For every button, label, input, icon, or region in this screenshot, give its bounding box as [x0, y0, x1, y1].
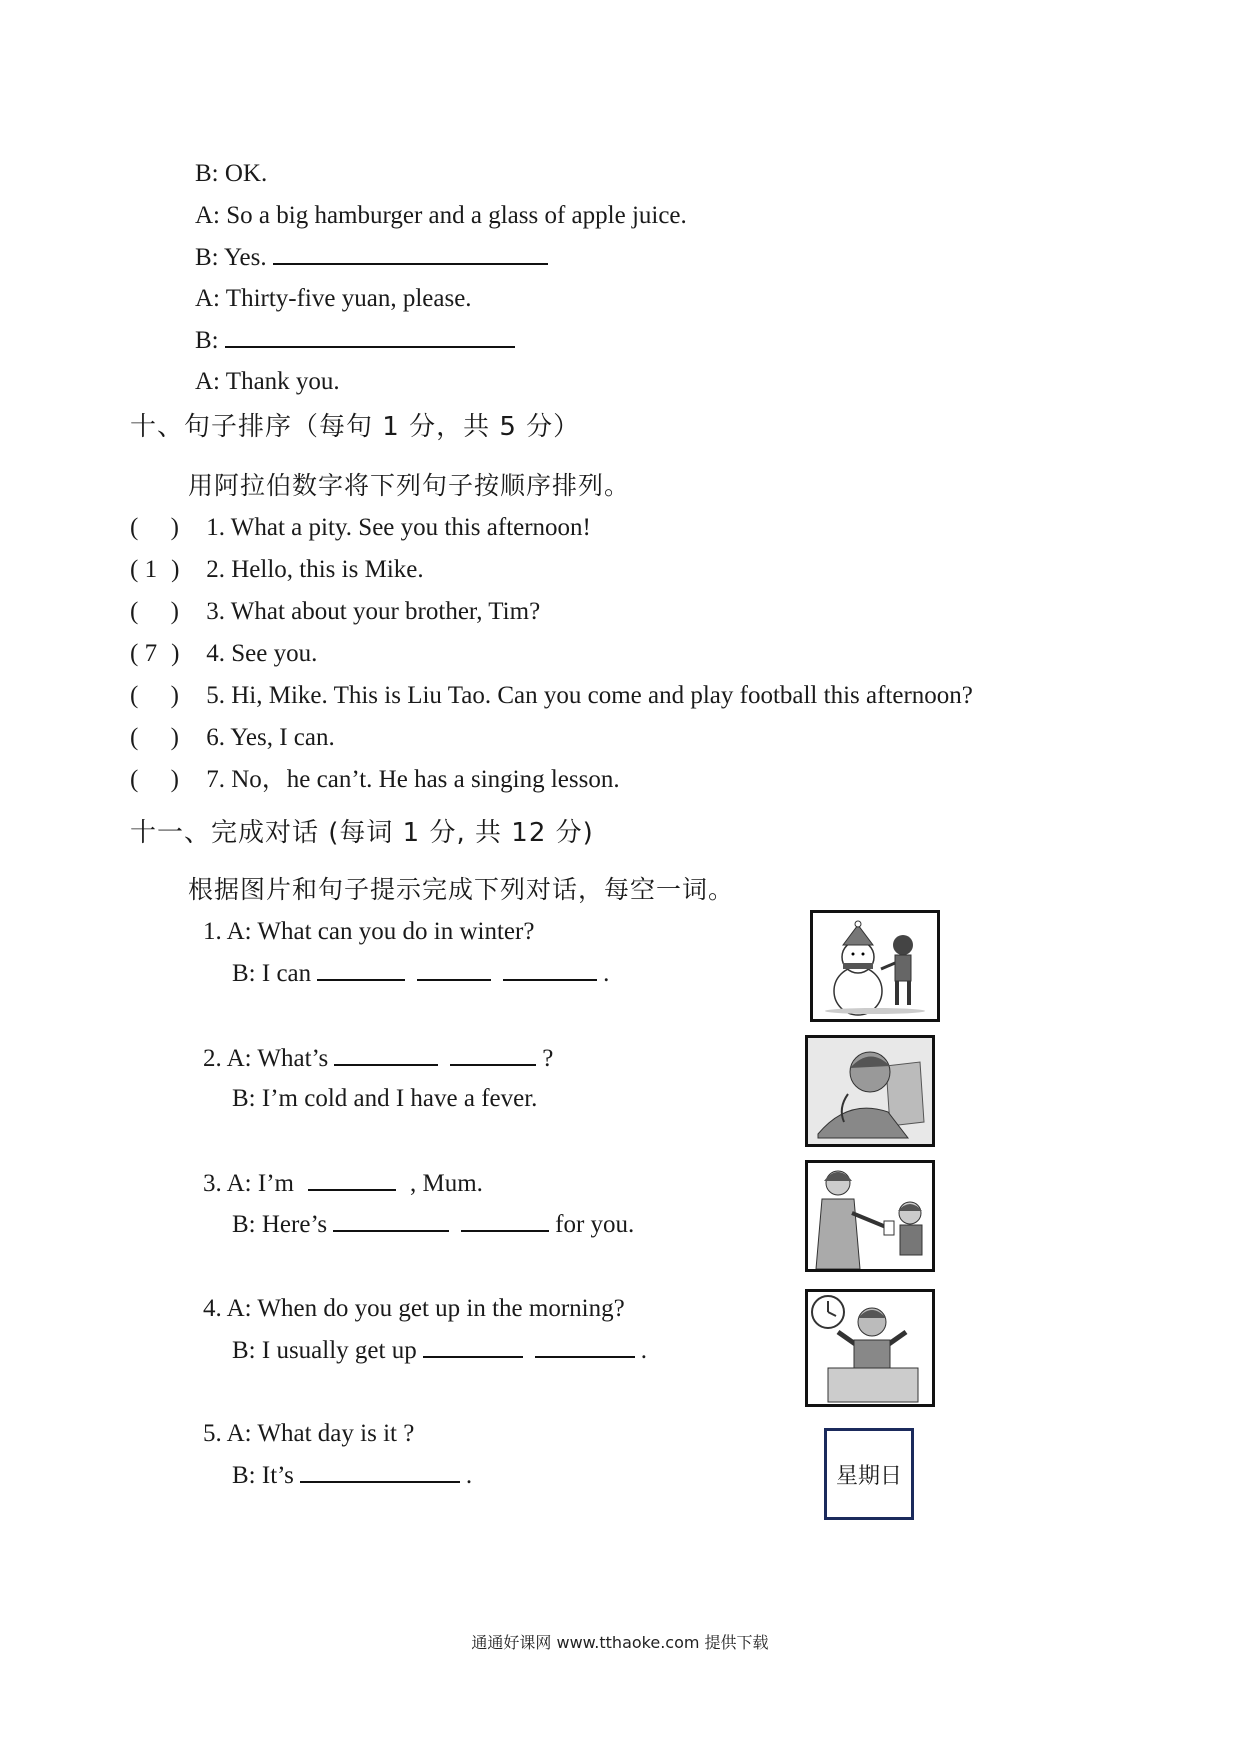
- q1-answer-prefix: B: I can: [232, 960, 312, 987]
- ordering-sentence: 5. Hi, Mike. This is Liu Tao. Can you come and play football this afternoon?: [206, 682, 973, 709]
- q2-question-end: ?: [542, 1045, 554, 1072]
- answer-blank[interactable]: [317, 957, 405, 981]
- answer-paren[interactable]: ( 1 ): [130, 556, 180, 583]
- alarm-clock-boy-icon: [808, 1292, 932, 1404]
- q5-question: 5. A: What day is it ?: [203, 1420, 415, 1447]
- ordering-item: [130, 764, 620, 796]
- alarm-clock-boy-picture: [805, 1289, 935, 1407]
- q5-answer-prefix: B: It’s: [232, 1462, 294, 1489]
- mother-and-son-icon: [808, 1163, 932, 1269]
- answer-paren[interactable]: ( ): [130, 598, 179, 625]
- page-footer: 通通好课网 www.tthaoke.com 提供下载: [471, 1633, 769, 1652]
- q3-answer-prefix: B: Here’s: [232, 1211, 328, 1238]
- dialogue-line-3: [195, 241, 554, 274]
- answer-blank[interactable]: [461, 1208, 549, 1232]
- q3-question: [203, 1167, 483, 1200]
- answer-blank[interactable]: [535, 1334, 635, 1358]
- ordering-item: [130, 512, 591, 544]
- dialogue-text: B: Yes.: [195, 244, 267, 271]
- snowman-picture: [810, 910, 940, 1022]
- dialogue-line-6: [195, 366, 340, 398]
- ordering-sentence: 6. Yes, I can.: [206, 724, 335, 751]
- ordering-item: [130, 554, 424, 586]
- weekday-label: 星期日: [835, 1463, 902, 1489]
- dialogue-text: A: So a big hamburger and a glass of apple juice.: [195, 202, 687, 229]
- answer-paren[interactable]: ( ): [130, 682, 179, 709]
- answer-blank[interactable]: [333, 1208, 449, 1232]
- q3-question-end: , Mum.: [409, 1170, 483, 1197]
- snowman-icon: [813, 913, 937, 1019]
- ordering-sentence: 1. What a pity. See you this afternoon!: [206, 514, 591, 541]
- dialogue-line-4: [195, 283, 472, 315]
- section-10-heading: 十、句子排序（每句 1 分，共 5 分）: [130, 412, 581, 442]
- dialogue-text: A: Thank you.: [195, 368, 340, 395]
- ordering-item: [130, 722, 335, 754]
- dialogue-text: A: Thirty-five yuan, please.: [195, 285, 472, 312]
- answer-blank[interactable]: [308, 1167, 396, 1191]
- answer-blank[interactable]: [225, 324, 515, 348]
- answer-blank[interactable]: [273, 241, 548, 265]
- section-10-instruction: 用阿拉伯数字将下列句子按顺序排列。: [188, 471, 631, 500]
- answer-paren[interactable]: ( ): [130, 766, 179, 793]
- answer-paren[interactable]: ( ): [130, 724, 179, 751]
- answer-paren[interactable]: ( 7 ): [130, 640, 180, 667]
- weekday-card: [824, 1428, 914, 1520]
- ordering-item: [130, 680, 973, 712]
- ordering-sentence: 3. What about your brother, Tim?: [206, 598, 541, 625]
- q4-answer-line: B: I usually get up .: [232, 1334, 647, 1367]
- q4-answer-prefix: B: I usually get up: [232, 1337, 417, 1364]
- dialogue-text: B:: [195, 327, 219, 354]
- answer-blank[interactable]: [417, 957, 491, 981]
- section-11-heading: 十一、完成对话 (每词 1 分, 共 12 分): [130, 818, 594, 848]
- dialogue-line-1: [195, 158, 267, 190]
- ordering-sentence: 4. See you.: [206, 640, 318, 667]
- answer-blank[interactable]: [423, 1334, 523, 1358]
- ordering-sentence: 7. No，he can’t. He has a singing lesson.: [206, 766, 620, 793]
- answer-blank[interactable]: [334, 1042, 438, 1066]
- q3-answer-end: for you.: [555, 1211, 635, 1238]
- q3-question-prefix: 3. A: I’m: [203, 1170, 294, 1197]
- answer-blank[interactable]: [300, 1459, 460, 1483]
- q2-question: [203, 1042, 553, 1075]
- answer-paren[interactable]: ( ): [130, 514, 179, 541]
- q3-answer-line: [232, 1208, 634, 1241]
- ordering-item: [130, 638, 317, 670]
- section-11-instruction: 根据图片和句子提示完成下列对话，每空一词。: [188, 875, 735, 904]
- dialogue-line-5: [195, 324, 521, 357]
- q2-answer: B: I’m cold and I have a fever.: [232, 1085, 538, 1112]
- answer-blank[interactable]: [503, 957, 597, 981]
- q1-question: 1. A: What can you do in winter?: [203, 918, 535, 945]
- dialogue-line-2: [195, 200, 687, 232]
- q2-question-prefix: 2. A: What’s: [203, 1045, 329, 1072]
- sick-boy-picture: [805, 1035, 935, 1147]
- q1-answer-line: B: I can .: [232, 957, 609, 990]
- ordering-item: [130, 596, 540, 628]
- sick-boy-icon: [808, 1038, 932, 1144]
- dialogue-text: B: OK.: [195, 160, 268, 187]
- answer-blank[interactable]: [450, 1042, 536, 1066]
- mother-and-son-picture: [805, 1160, 935, 1272]
- q4-question: 4. A: When do you get up in the morning?: [203, 1295, 625, 1322]
- ordering-sentence: 2. Hello, this is Mike.: [206, 556, 424, 583]
- q5-answer-line: B: It’s .: [232, 1459, 472, 1492]
